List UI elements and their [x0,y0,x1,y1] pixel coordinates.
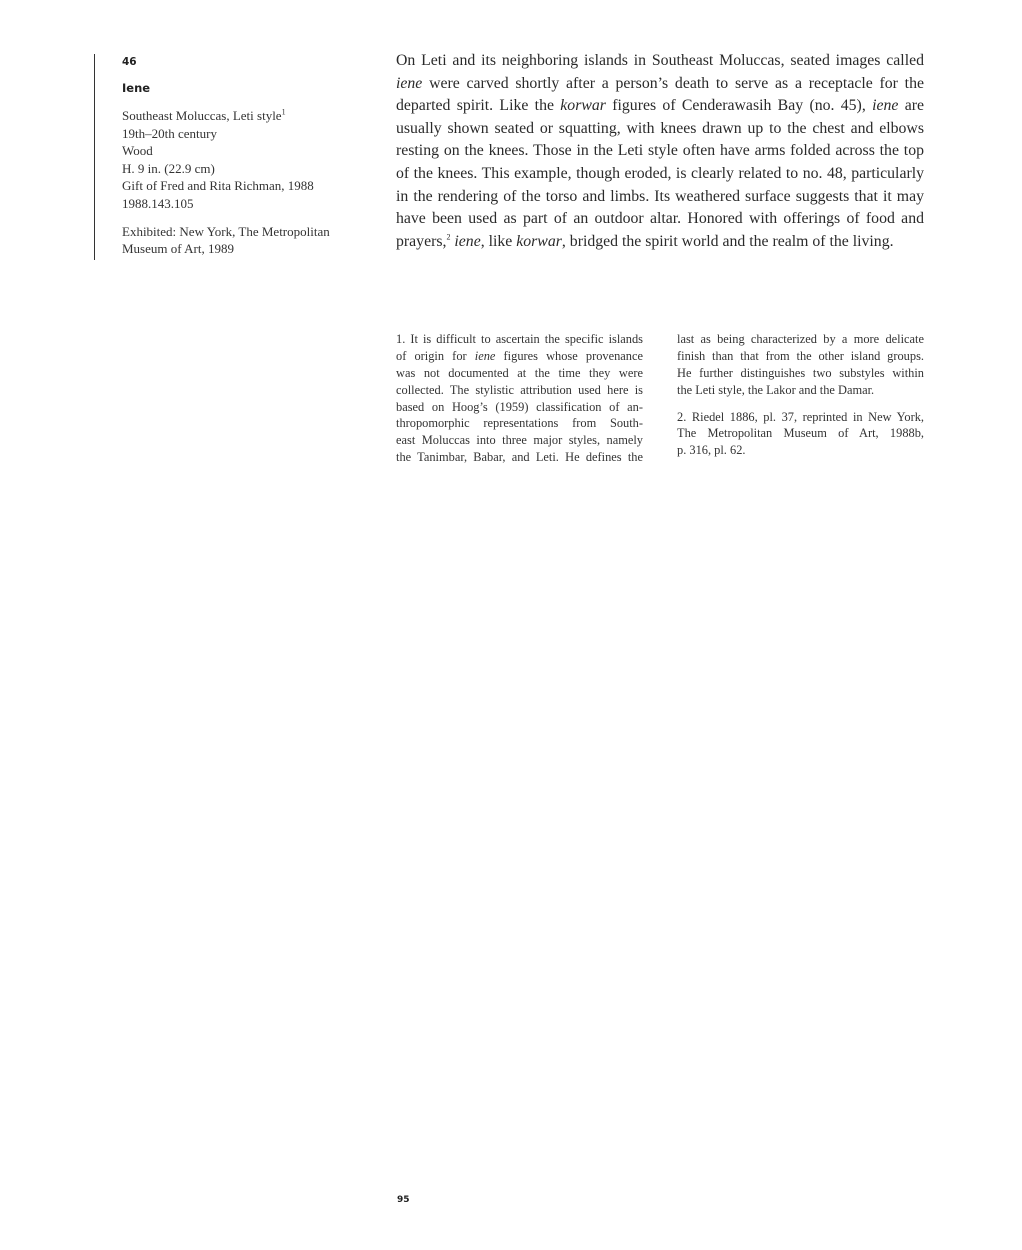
essay-text: prayers, [396,232,447,250]
footnote-line: He further distinguishes two substyles within [677,365,924,380]
footnote-line: the Tanimbar, Babar, and Leti. He defines the [396,450,643,465]
italic-term: iene [454,232,481,250]
essay-line [396,73,924,96]
footnote-line: finish than that from the other island groups. [677,348,924,363]
material-line: Wood [122,143,153,159]
essay-text: were carved shortly after a person’s death to serve as a receptacle for the [422,74,924,92]
footnote-line: thropomorphic representations from South- [396,416,643,431]
essay-line: On Leti and its neighboring islands in Southeast Moluccas, seated images called [396,52,924,69]
footnote-line: the Leti style, the Lakor and the Damar. [677,382,875,397]
catalogue-number: 46 [122,56,137,68]
footnote-ref-1: 1 [281,107,286,117]
footnote-separator [677,399,924,409]
footnotes-column-1 [396,331,643,466]
footnote-line: based on Hoog’s (1959) classification of an- [396,399,643,414]
italic-term: korwar [560,97,606,115]
footnote-line: collected. The stylistic attribution used here is [396,382,643,397]
footnote-line: last as being characterized by a more delicate [677,332,924,346]
margin-rule [94,54,95,260]
main-essay [396,50,924,253]
essay-text: figures of Cenderawasih Bay (no. 45), [605,97,873,115]
exhibited-line-2: Museum of Art, 1989 [122,241,234,257]
date-line: 19th–20th century [122,125,217,141]
footnote-line: The Metropolitan Museum of Art, 1988b, [677,426,924,441]
exhibition-history [122,223,352,258]
italic-term: iene [396,74,423,92]
origin-text: Southeast Moluccas, Leti style [122,108,282,123]
footnote-line: p. 316, pl. 62. [677,443,746,458]
footnote-ref-2: 2 [446,232,451,242]
catalogue-title: Iene [122,81,151,95]
footnote-line [396,348,643,365]
essay-line [396,95,924,118]
essay-text: departed spirit. Like the [396,97,561,115]
essay-text: , bridged the spirit world and the realm of the living. [561,232,894,250]
essay-line [396,231,924,254]
essay-text: , like [480,232,517,250]
accession-line: 1988.143.105 [122,195,194,211]
italic-term: iene [872,97,899,115]
essay-line: usually shown seated or squatting, with knees drawn up to the chest and elbows [396,119,924,137]
footnote-text: of origin for [396,348,475,363]
essay-line: in the rendering of the torso and limbs. Its weathered surface suggests that it may [396,187,924,205]
essay-paragraph [396,50,924,253]
footnote-line: east Moluccas into three major styles, namely [396,433,643,448]
catalogue-entry-sidebar [122,55,352,258]
exhibited-line-1: Exhibited: New York, The Metropolitan [122,223,330,239]
origin-line [122,107,352,125]
dimensions-line: H. 9 in. (22.9 cm) [122,160,215,176]
footnotes-column-2 [677,331,924,459]
page-number: 95 [397,1195,410,1205]
footnote-line: 2. Riedel 1886, pl. 37, reprinted in New York, [677,409,924,424]
essay-text: are [898,97,924,115]
footnote-line: 1. It is difficult to ascertain the specific islands [396,332,643,346]
essay-line: resting on the knees. Those in the Leti style often have arms folded across the top [396,142,924,160]
essay-line: of the knees. This example, though eroded, is clearly related to no. 48, particularly [396,164,924,182]
italic-term: iene [474,348,496,363]
footnote-text: figures whose provenance [495,348,643,363]
essay-line: have been used as part of an outdoor altar. Honored with offerings of food and [396,210,924,228]
footnote-line: was not documented at the time they were [396,365,643,380]
italic-term: korwar [516,232,562,250]
credit-line: Gift of Fred and Rita Richman, 1988 [122,178,314,194]
